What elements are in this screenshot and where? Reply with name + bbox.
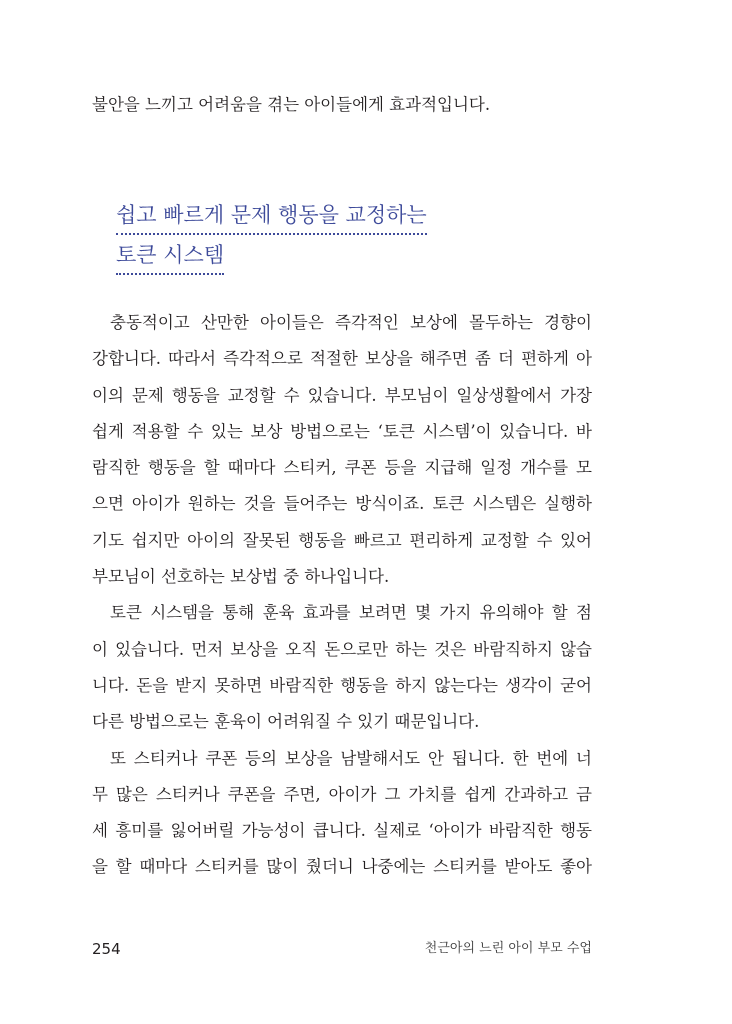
paragraph-1-line: 부모님이 선호하는 보상법 중 하나입니다. (92, 567, 390, 587)
paragraph-1-line: 쉽게 적용할 수 있는 보상 방법으로는 ‘토큰 시스템’이 있습니다. 바 (92, 421, 592, 441)
running-title: 천근아의 느린 아이 부모 수업 (424, 941, 592, 956)
section-heading-line-2: 토큰 시스템 (116, 240, 224, 275)
paragraph-2-line: 토큰 시스템을 통해 훈육 효과를 보려면 몇 가지 유의해야 할 점 (110, 603, 592, 623)
paragraph-3-line: 을 할 때마다 스티커를 많이 줬더니 나중에는 스티커를 받아도 좋아 (92, 857, 592, 877)
paragraph-1-line: 람직한 행동을 할 때마다 스티커, 쿠폰 등을 지급해 일정 개수를 모 (92, 458, 592, 478)
paragraph-1-line: 으면 아이가 원하는 것을 들어주는 방식이죠. 토큰 시스템은 실행하 (92, 494, 592, 514)
paragraph-1-line: 기도 쉽지만 아이의 잘못된 행동을 빠르고 편리하게 교정할 수 있어 (92, 530, 592, 550)
paragraph-1-line: 이의 문제 행동을 교정할 수 있습니다. 부모님이 일상생활에서 가장 (92, 385, 592, 405)
page-footer (92, 938, 592, 962)
paragraph-1-line: 충동적이고 산만한 아이들은 즉각적인 보상에 몰두하는 경향이 (110, 313, 592, 332)
body-text (92, 305, 592, 886)
paragraph-3-line: 무 많은 스티커나 쿠폰을 주면, 아이가 그 가치를 쉽게 간과하고 금 (92, 784, 592, 804)
section-heading-line-1: 쉽고 빠르게 문제 행동을 교정하는 (116, 200, 427, 235)
paragraph-3-line: 세 흥미를 잃어버릴 가능성이 큽니다. 실제로 ‘아이가 바람직한 행동 (92, 821, 592, 841)
paragraph-3-line: 또 스티커나 쿠폰 등의 보상을 남발해서도 안 됩니다. 한 번에 너 (110, 748, 592, 768)
page-number: 254 (92, 940, 121, 958)
intro-sentence: 불안을 느끼고 어려움을 겪는 아이들에게 효과적입니다. (92, 95, 491, 114)
paragraph-1-line: 강합니다. 따라서 즉각적으로 적절한 보상을 해주면 좀 더 편하게 아 (92, 349, 592, 369)
paragraph-2-line: 니다. 돈을 받지 못하면 바람직한 행동을 하지 않는다는 생각이 굳어 (92, 675, 592, 695)
paragraph-2-line: 다른 방법으로는 훈육이 어려워질 수 있기 때문입니다. (92, 712, 480, 732)
paragraph-2-line: 이 있습니다. 먼저 보상을 오직 돈으로만 하는 것은 바람직하지 않습 (92, 639, 592, 659)
